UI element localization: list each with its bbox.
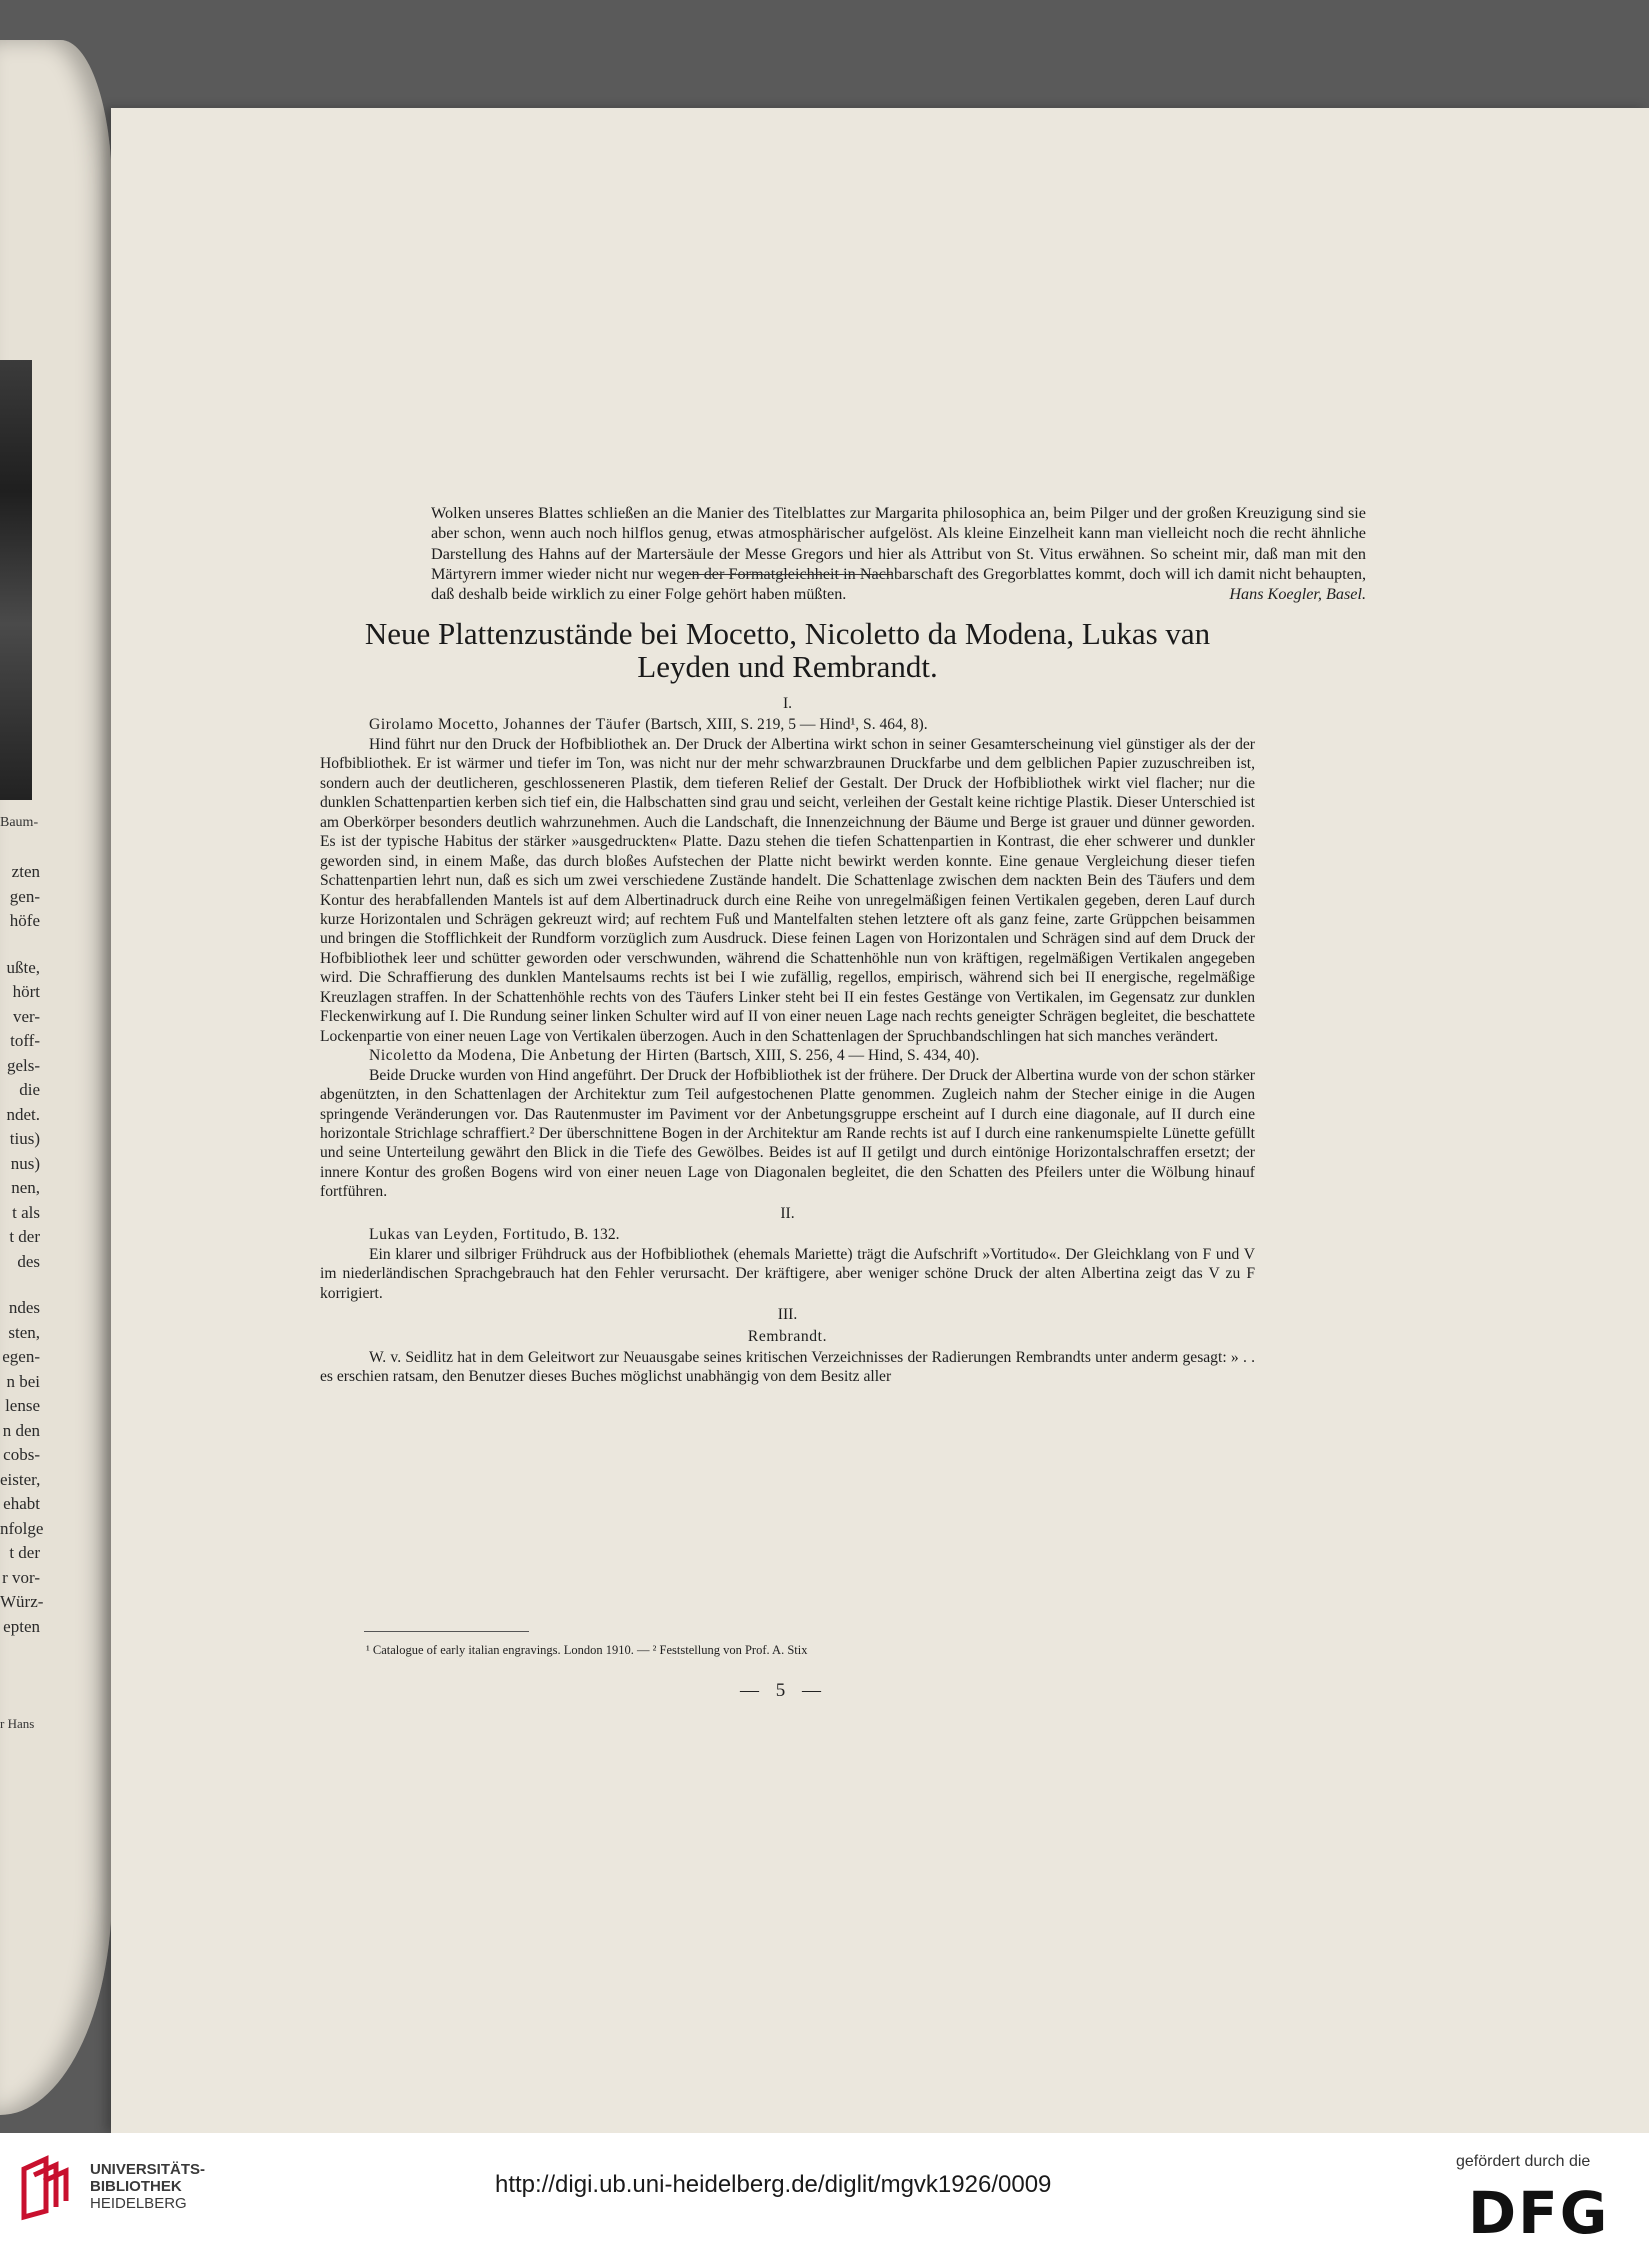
entry-heading-mocetto xyxy=(320,715,1255,734)
ub-name-line-2: BIBLIOTHEK xyxy=(90,2178,182,2195)
left-page-line: eister, xyxy=(0,1469,41,1489)
left-page-line: r vor- xyxy=(2,1567,40,1587)
left-page-caption: Baum- xyxy=(0,815,39,830)
left-page-line: t der xyxy=(9,1227,40,1246)
left-page-line: ndet. xyxy=(6,1104,40,1124)
left-page-line: epten xyxy=(3,1616,40,1636)
ub-heidelberg-name xyxy=(90,2161,205,2212)
left-page-line: höfe xyxy=(9,911,40,930)
paragraph-nicoletto: Beide Drucke wurden von Hind angeführt. Der Druck der Hofbibliothek ist der frühere. Der Druck der Albertina wurde von der schon stärker abgenützten, in den Schattenlagen der Architektur zum Teil aufgestochenen Platte genommen. Zugleich nahm der Stecher einige in die Augen springende Veränderungen vor. Das Rautenmuster im Paviment vor der Anbetungsgruppe erscheint auf I durch eine diagonale, auf II durch eine horizontale Strichlage schraffiert.² Der überschnittene Bogen in der Architektur am Rande rechts ist auf I durch eine rankenumspielte Lünette gefüllt und seine Unterteilung gewährt den Blick in die Tiefe des Gewölbes. Beides ist auf II getilgt und durch eintönige Horizontalschraffen ersetzt; der innere Kontur des großen Bogens wird von einer neuen Lage von Diagonalen begleitet, die den Schatten des Pfeilers unter die Wölbung hinauf fortführen. xyxy=(320,1066,1255,1201)
left-page-line: lense xyxy=(5,1396,40,1415)
left-page-line: ver- xyxy=(12,1006,40,1026)
left-page-line: toff- xyxy=(10,1031,40,1050)
left-page-line: t als xyxy=(12,1202,40,1222)
prelude-text: Wolken unseres Blattes schließen an die Manier des Titelblattes zur Margarita philosophica an, beim Pilger und der großen Kreuzigung sind sie aber schon, wenn auch noch hilflos genug, etwas atmosphärischer aufgelöst. Als kleine Einzelheit kann man vielleicht noch die recht ähnliche Darstellung des Hahns auf der Martersäule der Messe Gregors und hier als Attribut von St. Vitus erwähnen. So scheint mir, daß man mit den Märtyrern immer wieder nicht nur wegen der Formatgleichheit in Nachbarschaft des Gregorblattes kommt, doch will ich damit nicht behaupten, daß deshalb beide wirklich zu einer Folge gehört haben müßten. xyxy=(431,504,1366,604)
article-title: Neue Plattenzustände bei Mocetto, Nicoletto da Modena, Lukas van Leyden und Rembrandt. xyxy=(364,616,1211,684)
prelude-signature: Hans Koegler, Basel. xyxy=(1229,585,1366,604)
left-page-line: t der xyxy=(9,1543,40,1562)
left-page-line: nen, xyxy=(11,1178,40,1197)
left-page-footnote: r Hans xyxy=(0,1716,35,1731)
footnotes: ¹ Catalogue of early italian engravings. London 1910. — ² Feststellung von Prof. A. Stix xyxy=(366,1643,808,1657)
article-body xyxy=(320,692,1255,1387)
left-facing-page xyxy=(0,40,112,2115)
section-3-numeral: III. xyxy=(777,1306,798,1324)
entry-heading-nicoletto-title: Nicoletto da Modena, Die Anbetung der Hirten xyxy=(369,1047,690,1065)
source-url-link[interactable]: http://digi.ub.uni-heidelberg.de/diglit/mgvk1926/0009 xyxy=(495,2171,1052,2198)
paragraph-leyden: Ein klarer und silbriger Frühdruck aus der Hofbibliothek (ehemals Mariette) trägt die Aufschrift »Vortitudo«. Der Gleichklang von F und V im niederländischen Sprachgebrauch hat den Fehler verursacht. Der kräftigere, aber weniger schöne Druck der alten Albertina zeigt das V zu F korrigiert. xyxy=(320,1245,1255,1302)
left-page-line: die xyxy=(19,1080,40,1099)
dfg-logo: DFG xyxy=(1468,2179,1610,2247)
paragraph-mocetto: Hind führt nur den Druck der Hofbibliothek an. Der Druck der Albertina wirkt schon in seiner Gesamterscheinung viel günstiger als der der Hofbibliothek. Er ist wärmer und tiefer im Ton, was nicht nur der mehr schwarzbraunen Druckfarbe und dem gelblichen Papier zuzuschreiben ist, sondern auch der deutlicheren, geschlosseneren Plastik, dem tieferen Relief der Gestalt. Der Druck der Hofbibliothek wirkt viel flacher; nur die dunklen Schattenpartien kerben sich tief ein, die Halbschatten sind grau und seicht, verleihen der Gestalt keine richtige Plastik. Dieser Unterschied ist am Oberkörper besonders deutlich wahrzunehmen. Auch die Landschaft, die Innenzeichnung der Bäume und Berge ist grauer und dünner geworden. Es ist der typische Habitus der stärker »ausgedruckten« Platte. Dazu stehen die tiefen Schattenpartien in Kontrast, die eher schwerer und dunkler geworden sind, in einem Maße, das durch bloßes Aufstechen der Platte nicht bewirkt werden konnte. Eine genaue Vergleichung dieser tiefen Schattenpartien lehrt nun, daß es sich um zwei verschiedene Zustände handelt. Die Schattenlage zwischen dem nackten Bein des Täufers und dem Kontur des herabfallenden Mantels ist auf dem Albertinadruck durch eine Reihe von unregelmäßigen feinen Vertikalen gegeben, deren Lauf durch kurze Horizontalen und Schrägen gekreuzt wird; auf rechtem Fuß und Mantelfalten stehen letztere oft als ganz feine, zarte Grüppchen beisammen und bringen die Stofflichkeit der Rundform vorzüglich zum Ausdruck. Diese feinen Lagen von Horizontalen und Schrägen sind auf dem Druck der Hofbibliothek leer und schütter geworden oder verschwunden, während die Schattenhöhle nun von kräftigen, regelmäßigen Vertikalen angegeben wird. Die Schraffierung des dunklen Mantelsaums rechts ist bei I wie zufällig, regellos, empirisch, während sich bei II energische, regelmäßige Kreuzlagen straffen. In der Schattenhöhle rechts von des Täufers Linker steht bei II ein festes Gestänge von Vertikalen, im Gegensatz zur dunklen Fleckenwirkung auf I. Die Rundung seiner linken Schulter wird auf II von einer neuen Lage nach rechts geneigter Schrägen begleitet, die beschattete Lockenpartie von einer neuen Lage von Vertikalen überzogen. Auch in den Schattenlagen der Spruchbandschlingen hat sich manches verändert. xyxy=(320,735,1255,1045)
left-page-illustration xyxy=(0,360,32,800)
left-page-line: ehabt xyxy=(3,1494,40,1513)
section-1-numeral: I. xyxy=(782,695,793,712)
left-page-line: ußte, xyxy=(6,957,40,977)
paragraph-rembrandt: W. v. Seidlitz hat in dem Geleitwort zur Neuausgabe seines kritischen Verzeichnisses der Radierungen Rembrandts unter anderm gesagt: » . . es erschien ratsam, den Benutzer dieses Buches möglichst unabhängig von dem Besitz aller xyxy=(320,1348,1255,1386)
left-page-line: gen- xyxy=(9,886,40,906)
left-page-line: Würz- xyxy=(0,1592,44,1611)
footnote-rule xyxy=(364,1631,529,1632)
entry-heading-leyden-title: Lukas van Leyden, Fortitudo xyxy=(369,1226,567,1244)
left-page-line: cobs- xyxy=(3,1445,40,1464)
footer-band xyxy=(0,2133,1649,2254)
left-page-line: egen- xyxy=(2,1347,40,1366)
left-page-line: tius) xyxy=(9,1129,40,1148)
ub-heidelberg-logo-icon xyxy=(18,2151,78,2221)
left-page-line: nfolge xyxy=(0,1518,44,1538)
entry-heading-mocetto-ref: (Bartsch, XIII, S. 219, 5 — Hind¹, S. 464, 8). xyxy=(645,716,928,734)
left-page-line: ndes xyxy=(8,1298,40,1317)
left-page-line: zten xyxy=(11,862,40,881)
left-page-line: sten, xyxy=(8,1322,40,1342)
page-number: — 5 — xyxy=(740,1680,827,1701)
prelude-paragraph xyxy=(431,503,1366,604)
section-2-numeral: II. xyxy=(780,1204,795,1222)
entry-heading-nicoletto-ref: (Bartsch, XIII, S. 256, 4 — Hind, S. 434, 40). xyxy=(693,1047,980,1065)
document-page xyxy=(111,108,1649,2133)
left-page-line: n den xyxy=(2,1420,40,1440)
section-separator xyxy=(688,574,893,575)
entry-heading-mocetto-title: Girolamo Mocetto, Johannes der Täufer xyxy=(369,716,641,734)
left-page-line: des xyxy=(17,1251,40,1271)
left-page-line: hört xyxy=(12,982,40,1001)
ub-name-line-1: UNIVERSITÄTS- xyxy=(90,2161,206,2178)
entry-heading-leyden xyxy=(320,1225,1255,1244)
entry-heading-nicoletto xyxy=(320,1046,1255,1065)
entry-heading-leyden-ref: , B. 132. xyxy=(566,1226,620,1244)
left-page-line: gels- xyxy=(6,1055,40,1075)
left-page-text-fragments xyxy=(0,860,44,1639)
funded-by-label: gefördert durch die xyxy=(1456,2153,1591,2170)
left-page-line xyxy=(0,1274,40,1296)
ub-name-line-3: HEIDELBERG xyxy=(90,2195,187,2212)
left-page-line: n bei xyxy=(6,1371,40,1391)
entry-heading-rembrandt: Rembrandt. xyxy=(747,1327,828,1345)
left-page-line xyxy=(0,934,40,956)
left-page-line: nus) xyxy=(10,1153,40,1173)
